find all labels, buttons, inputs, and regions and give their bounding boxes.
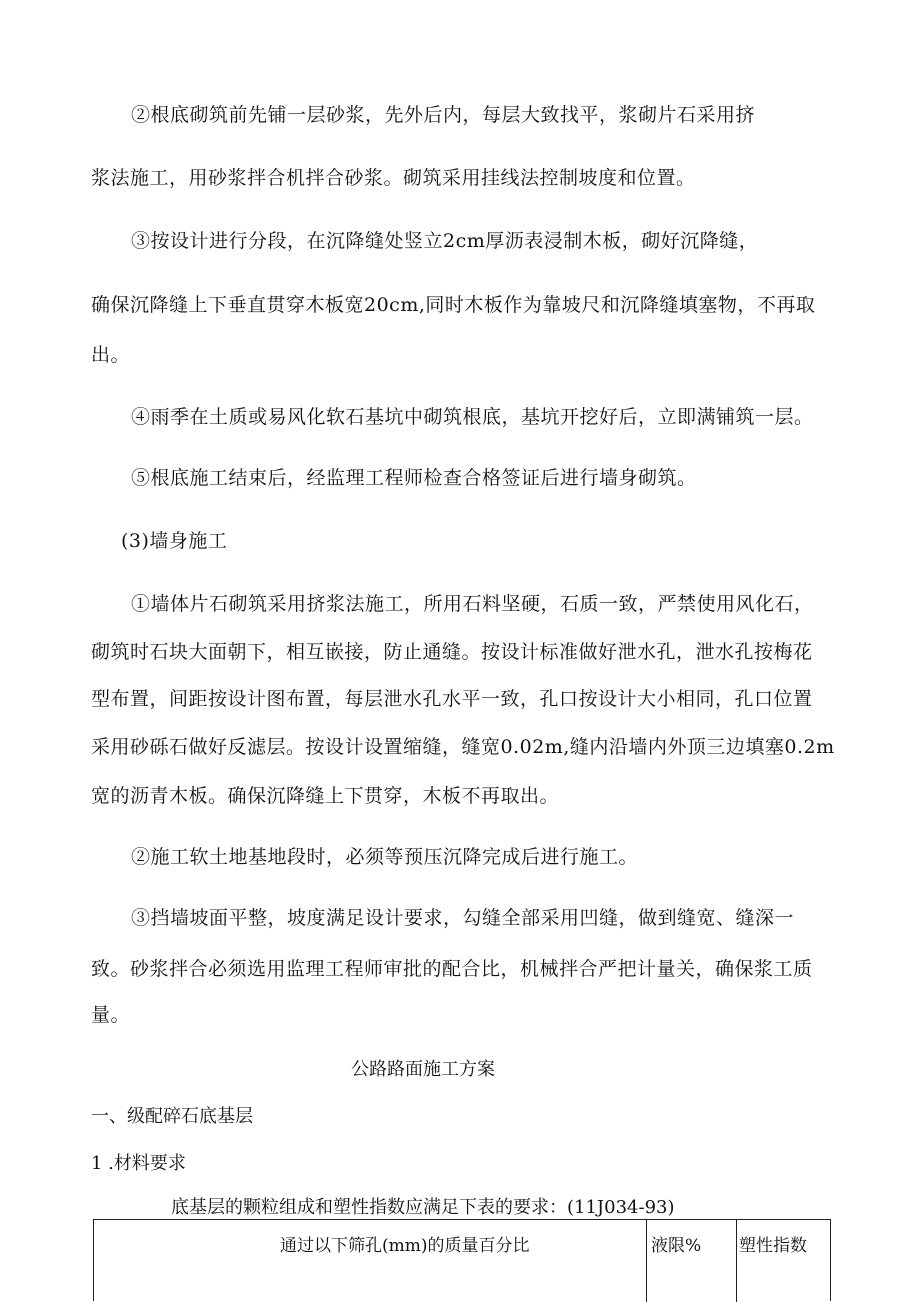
paragraph-line: 确保沉降缝上下垂直贯穿木板宽20cm,同时木板作为靠坡尺和沉降缝填塞物，不再取: [91, 294, 816, 316]
paragraph-line: 型布置，间距按设计图布置，每层泄水孔水平一致，孔口按设计大小相同，孔口位置: [91, 688, 813, 710]
paragraph-line: ③挡墙坡面平整，坡度满足设计要求，勾缝全部采用凹缝，做到缝宽、缝深一: [131, 907, 795, 929]
section-title: 公路路面施工方案: [351, 1059, 495, 1080]
paragraph-line: 量。: [91, 1004, 131, 1026]
table-header-sieve: 通过以下筛孔(mm)的质量百分比: [280, 1236, 530, 1256]
table-header-cell: [646, 1220, 736, 1302]
table-header-cell: [94, 1220, 646, 1302]
grading-table: [93, 1219, 831, 1301]
paragraph-line: 浆法施工，用砂浆拌合机拌合砂浆。砌筑采用挂线法控制坡度和位置。: [91, 167, 696, 189]
table-intro: 底基层的颗粒组成和塑性指数应满足下表的要求：(11J034-93): [171, 1197, 675, 1218]
paragraph-line: ①墙体片石砌筑采用挤浆法施工，所用石料坚硬，石质一致，严禁使用风化石，: [131, 593, 814, 615]
paragraph-line: 致。砂浆拌合必须选用监理工程师审批的配合比，机械拌合严把计量关，确保浆工质: [91, 958, 813, 980]
table-header-liquid-limit: 液限%: [651, 1236, 702, 1256]
paragraph-line: ④雨季在土质或易风化软石基坑中砌筑根底，基坑开挖好后，立即满铺筑一层。: [131, 406, 814, 428]
paragraph-line: ②根底砌筑前先铺一层砂浆，先外后内，每层大致找平，浆砌片石采用挤: [131, 104, 756, 126]
subsection-heading: 1 .材料要求: [91, 1153, 186, 1174]
paragraph-line: ③按设计进行分段，在沉降缝处竖立2cm厚沥表浸制木板，砌好沉降缝，: [131, 230, 759, 252]
paragraph-line: ②施工软土地基地段时，必须等预压沉降完成后进行施工。: [131, 846, 639, 868]
paragraph-line: 采用砂砾石做好反滤层。按设计设置缩缝，缝宽0.02m,缝内沿墙内外顶三边填塞0.2m: [91, 736, 835, 758]
paragraph-line: 砌筑时石块大面朝下，相互嵌接，防止通缝。按设计标准做好泄水孔，泄水孔按梅花: [91, 641, 813, 663]
subsection-heading: (3)墙身施工: [121, 530, 228, 552]
paragraph-line: ⑤根底施工结束后，经监理工程师检查合格签证后进行墙身砌筑。: [131, 467, 697, 489]
table-header-cell: [736, 1220, 830, 1302]
section-heading: 一、级配碎石底基层: [91, 1106, 253, 1127]
paragraph-line: 宽的沥青木板。确保沉降缝上下贯穿，木板不再取出。: [91, 785, 560, 807]
table-header-plasticity-index: 塑性指数: [739, 1236, 807, 1256]
paragraph-line: 出。: [91, 344, 131, 366]
